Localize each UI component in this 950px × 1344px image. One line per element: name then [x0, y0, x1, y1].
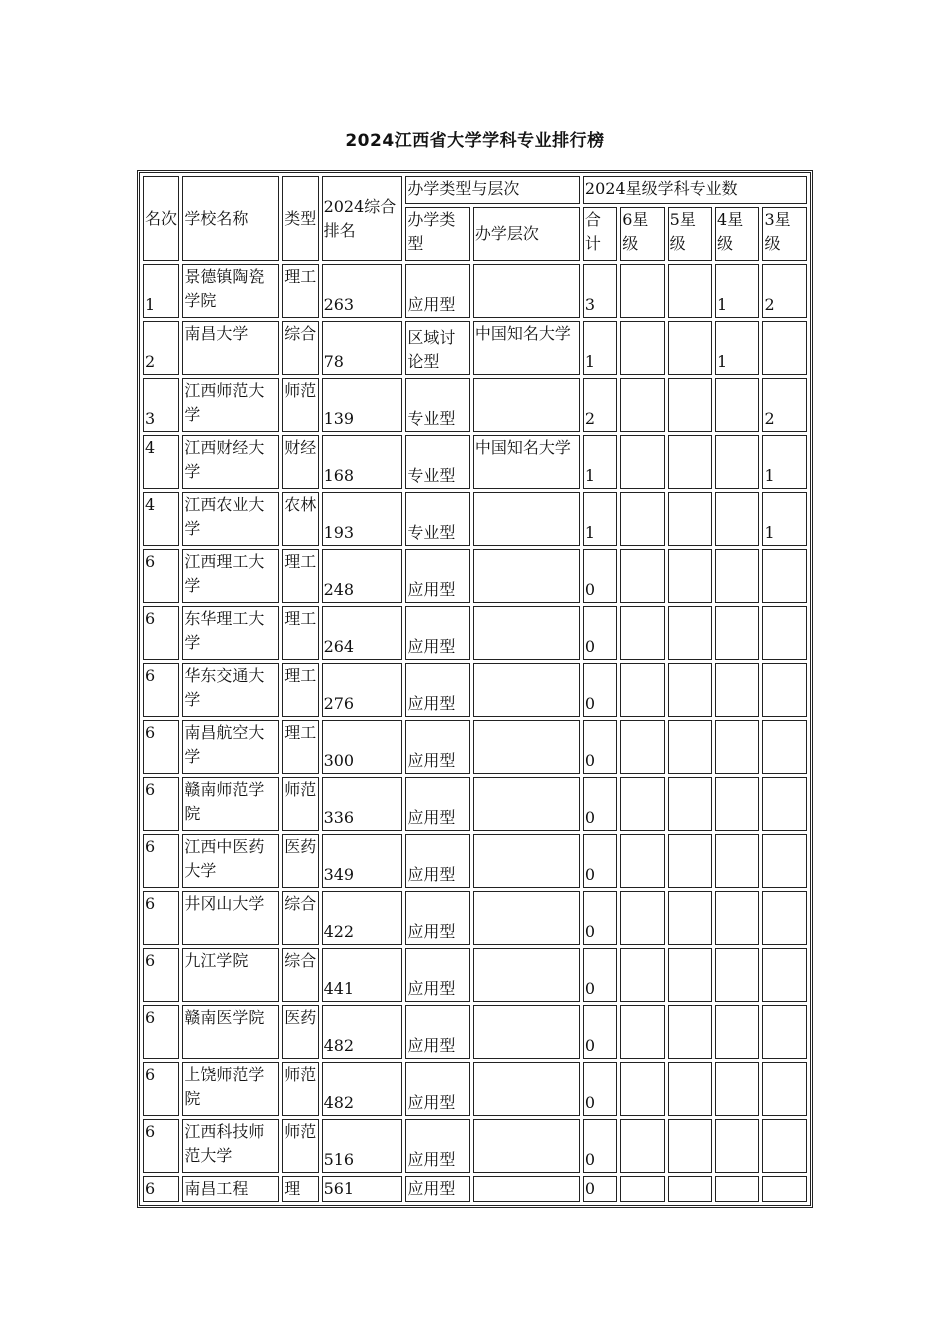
cell-total: 0 [583, 1005, 617, 1059]
cell-star5 [668, 777, 712, 831]
cell-star3 [762, 777, 807, 831]
cell-star4 [715, 777, 759, 831]
cell-school-type: 应用型 [405, 264, 470, 318]
cell-school: 江西理工大学 [182, 549, 279, 603]
cell-total: 0 [583, 663, 617, 717]
cell-school-type: 应用型 [405, 606, 470, 660]
cell-type: 师范 [282, 777, 318, 831]
cell-overall-rank: 561 [322, 1176, 403, 1202]
cell-star6 [620, 663, 664, 717]
cell-overall-rank: 441 [322, 948, 403, 1002]
table-row [143, 378, 807, 432]
cell-type: 农林 [282, 492, 318, 546]
cell-star4 [715, 720, 759, 774]
cell-school: 江西科技师范大学 [182, 1119, 279, 1173]
cell-total: 1 [583, 435, 617, 489]
cell-star3 [762, 321, 807, 375]
ranking-table-wrapper [137, 170, 811, 1208]
cell-type: 师范 [282, 378, 318, 432]
cell-school-type: 专业型 [405, 378, 470, 432]
cell-school: 江西财经大学 [182, 435, 279, 489]
cell-rank: 6 [143, 891, 179, 945]
cell-school-type: 应用型 [405, 948, 470, 1002]
cell-star5 [668, 1005, 712, 1059]
header-row-1 [143, 176, 807, 204]
cell-school: 东华理工大学 [182, 606, 279, 660]
cell-star4 [715, 378, 759, 432]
cell-school-level [473, 1062, 580, 1116]
cell-star4 [715, 1062, 759, 1116]
cell-school: 井冈山大学 [182, 891, 279, 945]
header-total: 合计 [583, 207, 617, 261]
cell-type: 综合 [282, 321, 318, 375]
cell-star4 [715, 663, 759, 717]
cell-school-level [473, 492, 580, 546]
header-rank: 名次 [143, 176, 179, 261]
cell-star6 [620, 378, 664, 432]
cell-school-level [473, 720, 580, 774]
cell-school-level [473, 606, 580, 660]
cell-star4 [715, 948, 759, 1002]
table-row [143, 549, 807, 603]
cell-school-type: 专业型 [405, 435, 470, 489]
cell-school-level [473, 1119, 580, 1173]
cell-school: 赣南医学院 [182, 1005, 279, 1059]
cell-total: 0 [583, 1062, 617, 1116]
cell-star3 [762, 663, 807, 717]
cell-star5 [668, 492, 712, 546]
table-row [143, 606, 807, 660]
cell-school-type: 应用型 [405, 777, 470, 831]
cell-overall-rank: 482 [322, 1062, 403, 1116]
cell-school-level [473, 948, 580, 1002]
cell-star3 [762, 834, 807, 888]
cell-type: 综合 [282, 891, 318, 945]
cell-star5 [668, 663, 712, 717]
cell-rank: 6 [143, 1119, 179, 1173]
table-row [143, 435, 807, 489]
cell-type: 师范 [282, 1062, 318, 1116]
cell-star3: 2 [762, 264, 807, 318]
table-row [143, 720, 807, 774]
cell-school-level [473, 1005, 580, 1059]
table-row [143, 264, 807, 318]
cell-total: 0 [583, 891, 617, 945]
cell-rank: 6 [143, 663, 179, 717]
header-star5: 5星级 [668, 207, 712, 261]
cell-star5 [668, 834, 712, 888]
header-school-level: 办学层次 [473, 207, 580, 261]
cell-star4 [715, 891, 759, 945]
cell-star5 [668, 1176, 712, 1202]
cell-star3 [762, 891, 807, 945]
cell-overall-rank: 349 [322, 834, 403, 888]
cell-type: 财经 [282, 435, 318, 489]
cell-school-level [473, 264, 580, 318]
cell-overall-rank: 168 [322, 435, 403, 489]
header-type: 类型 [282, 176, 318, 261]
cell-rank: 2 [143, 321, 179, 375]
cell-school-type: 应用型 [405, 1176, 470, 1202]
cell-star6 [620, 321, 664, 375]
cell-star4 [715, 549, 759, 603]
cell-star3: 2 [762, 378, 807, 432]
cell-star4 [715, 435, 759, 489]
cell-rank: 6 [143, 720, 179, 774]
cell-star3 [762, 948, 807, 1002]
cell-total: 0 [583, 777, 617, 831]
cell-star3 [762, 549, 807, 603]
cell-total: 0 [583, 1176, 617, 1202]
cell-rank: 6 [143, 1005, 179, 1059]
cell-star3 [762, 1005, 807, 1059]
cell-school-level: 中国知名大学 [473, 435, 580, 489]
cell-school-level [473, 378, 580, 432]
cell-star6 [620, 891, 664, 945]
cell-rank: 6 [143, 549, 179, 603]
cell-school-type: 专业型 [405, 492, 470, 546]
table-row [143, 948, 807, 1002]
cell-overall-rank: 263 [322, 264, 403, 318]
cell-school: 南昌大学 [182, 321, 279, 375]
table-body [143, 176, 807, 1202]
cell-overall-rank: 300 [322, 720, 403, 774]
cell-school-level [473, 663, 580, 717]
ranking-table [137, 170, 813, 1208]
cell-star4 [715, 1005, 759, 1059]
cell-star5 [668, 264, 712, 318]
cell-overall-rank: 516 [322, 1119, 403, 1173]
table-row [143, 1119, 807, 1173]
cell-star5 [668, 321, 712, 375]
cell-rank: 6 [143, 777, 179, 831]
cell-star6 [620, 1176, 664, 1202]
cell-star3 [762, 1062, 807, 1116]
cell-school-type: 应用型 [405, 891, 470, 945]
cell-school-level [473, 777, 580, 831]
cell-star6 [620, 549, 664, 603]
cell-school: 赣南师范学院 [182, 777, 279, 831]
header-star4: 4星级 [715, 207, 759, 261]
cell-overall-rank: 193 [322, 492, 403, 546]
cell-rank: 6 [143, 606, 179, 660]
header-star6: 6星级 [620, 207, 664, 261]
cell-overall-rank: 248 [322, 549, 403, 603]
cell-star6 [620, 1062, 664, 1116]
cell-total: 0 [583, 1119, 617, 1173]
page-title: 2024江西省大学学科专业排行榜 [345, 131, 605, 151]
cell-star6 [620, 777, 664, 831]
cell-total: 0 [583, 834, 617, 888]
cell-school-level [473, 834, 580, 888]
header-group-type-level: 办学类型与层次 [405, 176, 580, 204]
cell-school-type: 应用型 [405, 1119, 470, 1173]
cell-rank: 4 [143, 492, 179, 546]
cell-star5 [668, 435, 712, 489]
cell-star6 [620, 264, 664, 318]
cell-star4 [715, 606, 759, 660]
cell-star5 [668, 891, 712, 945]
table-row [143, 834, 807, 888]
cell-star5 [668, 1062, 712, 1116]
cell-star6 [620, 606, 664, 660]
table-row [143, 1176, 807, 1202]
cell-school: 华东交通大学 [182, 663, 279, 717]
cell-star5 [668, 948, 712, 1002]
cell-school-type: 应用型 [405, 720, 470, 774]
cell-rank: 6 [143, 834, 179, 888]
cell-school: 上饶师范学院 [182, 1062, 279, 1116]
cell-star3 [762, 606, 807, 660]
cell-school: 江西中医药大学 [182, 834, 279, 888]
cell-star4 [715, 834, 759, 888]
cell-type: 理工 [282, 720, 318, 774]
cell-total: 0 [583, 720, 617, 774]
cell-star6 [620, 1119, 664, 1173]
cell-rank: 4 [143, 435, 179, 489]
cell-school: 南昌航空大学 [182, 720, 279, 774]
cell-star3 [762, 1176, 807, 1202]
cell-type: 理 [282, 1176, 318, 1202]
cell-school-level: 中国知名大学 [473, 321, 580, 375]
cell-total: 0 [583, 549, 617, 603]
cell-type: 师范 [282, 1119, 318, 1173]
cell-star5 [668, 549, 712, 603]
table-row [143, 1005, 807, 1059]
cell-star4 [715, 492, 759, 546]
cell-star5 [668, 720, 712, 774]
cell-school-type: 应用型 [405, 834, 470, 888]
cell-type: 理工 [282, 663, 318, 717]
cell-star4: 1 [715, 321, 759, 375]
cell-type: 理工 [282, 549, 318, 603]
cell-overall-rank: 482 [322, 1005, 403, 1059]
cell-overall-rank: 422 [322, 891, 403, 945]
table-row [143, 492, 807, 546]
header-group-stars: 2024星级学科专业数 [583, 176, 807, 204]
cell-star6 [620, 720, 664, 774]
cell-total: 1 [583, 492, 617, 546]
header-school-type: 办学类型 [405, 207, 470, 261]
cell-school-type: 应用型 [405, 1062, 470, 1116]
cell-rank: 1 [143, 264, 179, 318]
cell-total: 2 [583, 378, 617, 432]
cell-overall-rank: 276 [322, 663, 403, 717]
header-school: 学校名称 [182, 176, 279, 261]
cell-school-type: 应用型 [405, 549, 470, 603]
cell-star5 [668, 606, 712, 660]
cell-star6 [620, 435, 664, 489]
cell-school-level [473, 1176, 580, 1202]
cell-star3 [762, 720, 807, 774]
cell-star6 [620, 834, 664, 888]
cell-type: 医药 [282, 834, 318, 888]
cell-star3 [762, 1119, 807, 1173]
cell-type: 综合 [282, 948, 318, 1002]
cell-type: 理工 [282, 606, 318, 660]
cell-total: 3 [583, 264, 617, 318]
cell-type: 理工 [282, 264, 318, 318]
cell-school-type: 应用型 [405, 663, 470, 717]
table-row [143, 321, 807, 375]
cell-school: 江西师范大学 [182, 378, 279, 432]
cell-school: 景德镇陶瓷学院 [182, 264, 279, 318]
cell-overall-rank: 78 [322, 321, 403, 375]
cell-total: 1 [583, 321, 617, 375]
cell-star4: 1 [715, 264, 759, 318]
cell-star6 [620, 1005, 664, 1059]
cell-star5 [668, 378, 712, 432]
header-star3: 3星级 [762, 207, 807, 261]
table-row [143, 663, 807, 717]
cell-school: 江西农业大学 [182, 492, 279, 546]
cell-star6 [620, 948, 664, 1002]
cell-star5 [668, 1119, 712, 1173]
cell-type: 医药 [282, 1005, 318, 1059]
cell-rank: 3 [143, 378, 179, 432]
cell-overall-rank: 336 [322, 777, 403, 831]
cell-school-level [473, 891, 580, 945]
cell-star3: 1 [762, 492, 807, 546]
table-row [143, 891, 807, 945]
cell-star4 [715, 1119, 759, 1173]
cell-school: 南昌工程 [182, 1176, 279, 1202]
cell-school-type: 应用型 [405, 1005, 470, 1059]
cell-rank: 6 [143, 1176, 179, 1202]
cell-school: 九江学院 [182, 948, 279, 1002]
cell-star6 [620, 492, 664, 546]
table-row [143, 1062, 807, 1116]
cell-total: 0 [583, 948, 617, 1002]
header-overall-rank: 2024综合排名 [322, 176, 403, 261]
cell-star4 [715, 1176, 759, 1202]
cell-rank: 6 [143, 948, 179, 1002]
table-row [143, 777, 807, 831]
cell-school-level [473, 549, 580, 603]
cell-rank: 6 [143, 1062, 179, 1116]
cell-school-type: 区域讨论型 [405, 321, 470, 375]
cell-star3: 1 [762, 435, 807, 489]
cell-overall-rank: 139 [322, 378, 403, 432]
cell-overall-rank: 264 [322, 606, 403, 660]
cell-total: 0 [583, 606, 617, 660]
